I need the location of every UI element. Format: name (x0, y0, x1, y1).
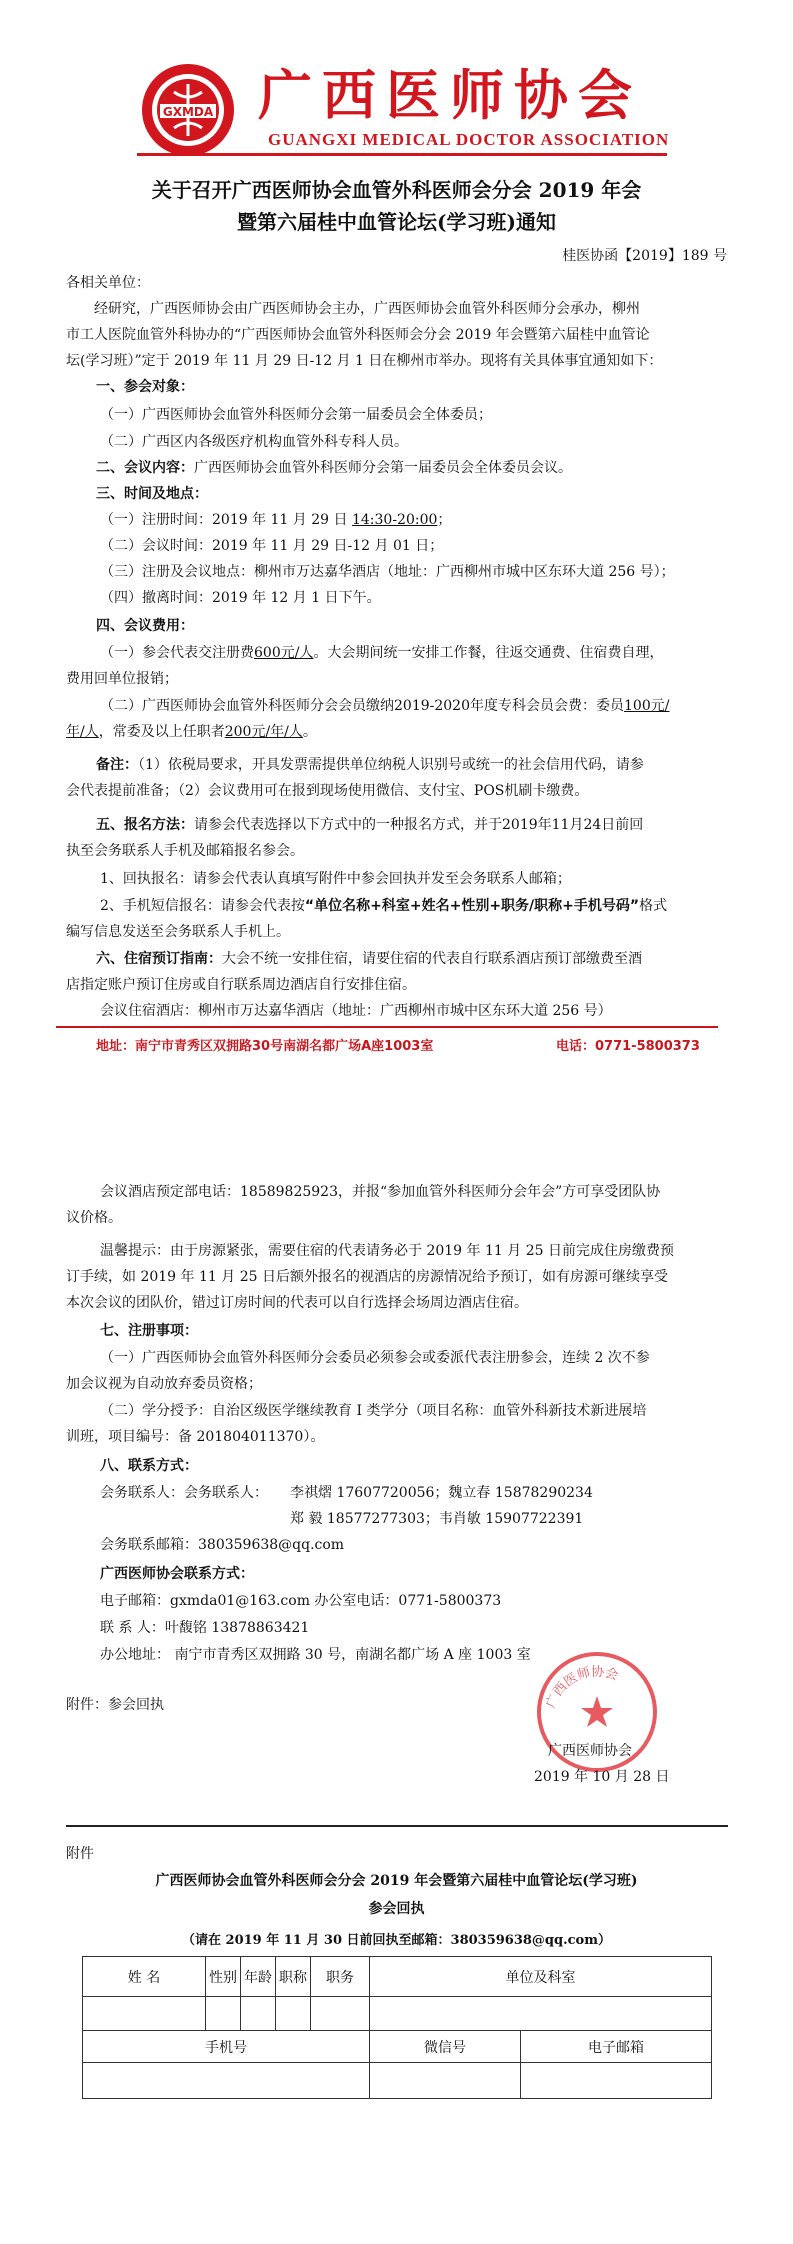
section-text: 广西医师协会血管外科医师分会第一届委员会全体委员会议。 (194, 460, 572, 476)
section-5 (96, 814, 643, 836)
list-item-text: 2、手机短信报名：请参会代表按 (100, 898, 305, 914)
list-item: 加会议视为自动放弃委员资格； (66, 1376, 262, 1392)
table-header: 手机号 (83, 2031, 370, 2063)
intro-line: 经研究，广西医师协会由广西医师协会主办，广西医师协会血管外科医师分会承办，柳州 (94, 301, 640, 317)
footer-address: 地址：南宁市青秀区双拥路30号南湖名都广场A座1003室 (96, 1039, 434, 1054)
attachment-label: 附件：参会回执 (66, 1697, 164, 1713)
table-row (83, 1997, 712, 2031)
list-item: 训班，项目编号：备 201804011370）。 (66, 1429, 325, 1445)
list-item-text: （二）广西医师协会血管外科医师分会会员缴纳2019-2020年度专科会员会费：委员 (100, 698, 624, 714)
salutation: 各相关单位： (66, 275, 150, 291)
section-heading: 四、会议费用： (96, 618, 194, 634)
table-cell[interactable] (370, 1997, 712, 2031)
list-item: （四）撤离时间：2019 年 12 月 1 日下午。 (100, 590, 381, 606)
table-header: 单位及科室 (370, 1957, 712, 1997)
registration-time: 14:30-20:00 (351, 512, 438, 528)
list-item-text: （一）注册时间：2019 年 11 月 29 日 (100, 512, 352, 528)
table-header: 电子邮箱 (521, 2031, 712, 2063)
note-label: 备注： (96, 757, 138, 773)
list-item (100, 695, 669, 717)
note-text: 会代表提前准备；（2）会议费用可在报到现场使用微信、支付宝、POS机刷卡缴费。 (66, 783, 589, 799)
list-item-text: 格式 (639, 898, 668, 914)
association-logo (140, 62, 236, 158)
list-item (66, 721, 317, 743)
contact-person: 郑 毅 18577277303；韦肖敏 15907722391 (290, 1511, 584, 1527)
list-item-text: 费用回单位报销； (66, 671, 178, 687)
section-6 (96, 948, 642, 970)
section-heading: 六、住宿预订指南： (96, 951, 222, 967)
doc-title-line1: 关于召开广西医师协会血管外科医师会分会 2019 年会 (151, 178, 642, 202)
table-header: 职务 (311, 1957, 370, 1997)
assoc-person: 联 系 人：叶馥铭 13878863421 (100, 1620, 310, 1636)
intro-line: 坛(学习班）”定于 2019 年 11 月 29 日-12 月 1 日在柳州市举办。现将有关具体事宜通知如下： (66, 353, 663, 369)
hotel-info: 会议住宿酒店：柳州市万达嘉华酒店（地址：广西柳州市城中区东环大道 256 号） (100, 1003, 612, 1019)
section-heading: 三、时间及地点： (96, 486, 208, 502)
table-row (83, 1957, 712, 1997)
footer-phone: 电话：0771-5800373 (556, 1039, 700, 1054)
list-item: （二）广西区内各级医疗机构血管外科专科人员。 (100, 434, 408, 450)
section-heading: 五、报名方法： (96, 817, 194, 833)
contact-person: 李祺熠 17607720056；魏立春 15878290234 (290, 1485, 593, 1501)
sms-format: “单位名称+科室+姓名+性别+职务/职称+手机号码” (304, 898, 640, 914)
list-item: （二）学分授予：自治区级医学继续教育 I 类学分（项目名称：血管外科新技术新进展培 (100, 1403, 647, 1419)
hotel-phone-line: 议价格。 (66, 1210, 122, 1226)
table-header: 微信号 (370, 2031, 521, 2063)
section-text: 请参会代表选择以下方式中的一种报名方式，并于2019年11月24日前回 (194, 817, 644, 833)
assoc-email: 电子邮箱：gxmda01@163.com 办公室电话：0771-5800373 (100, 1593, 502, 1609)
table-header: 姓 名 (83, 1957, 206, 1997)
fee-amount: 年/人 (66, 724, 99, 740)
annex-subtitle: 参会回执 (368, 1901, 425, 1917)
contact-email: 会务联系邮箱：380359638@qq.com (100, 1537, 345, 1553)
list-item-text: 。 (302, 724, 317, 740)
registration-table (82, 1956, 712, 2099)
table-header: 性别 (206, 1957, 241, 1997)
section-text: 执至会务联系人手机及邮箱报名参会。 (66, 843, 304, 859)
table-row (83, 2031, 712, 2063)
fee-amount: 200元/年/人 (224, 724, 303, 740)
org-name-en: GUANGXI MEDICAL DOCTOR ASSOCIATION (268, 130, 670, 149)
section-heading: 广西医师协会联系方式： (100, 1566, 254, 1582)
table-cell[interactable] (311, 1997, 370, 2031)
assoc-address: 办公地址： 南宁市青秀区双拥路 30 号，南湖名都广场 A 座 1003 室 (100, 1647, 531, 1663)
table-row (83, 2063, 712, 2099)
section-text: 大会不统一安排住宿，请要住宿的代表自行联系酒店预订部缴费至酒 (222, 951, 642, 967)
table-cell[interactable] (206, 1997, 241, 2031)
list-item: （三）注册及会议地点：柳州市万达嘉华酒店（地址：广西柳州市城中区东环大道 256 号）； (100, 564, 675, 580)
list-item (100, 509, 451, 531)
tip-line: 本次会议的团队价，错过订房时间的代表可以自行选择会场周边酒店住宿。 (66, 1295, 528, 1311)
annex-title: 广西医师协会血管外科医师会分会 2019 年会暨第六届桂中血管论坛(学习班) (155, 1873, 638, 1889)
list-item-text: （一）参会代表交注册费 (100, 645, 254, 661)
list-item: 1、回执报名：请参会代表认真填写附件中参会回执并发至会务联系人邮箱； (100, 871, 571, 887)
list-item-text: 编写信息发送至会务联系人手机上。 (66, 924, 290, 940)
list-item: （二）会议时间：2019 年 11 月 29 日-12 月 01 日； (100, 538, 444, 554)
contact-label: 会务联系人：会务联系人： (100, 1485, 268, 1501)
note-text: （1）依税局要求，开具发票需提供单位纳税人识别号或统一的社会信用代码，请参 (138, 757, 644, 773)
signature-org: 广西医师协会 (548, 1743, 632, 1759)
list-item-text: ； (437, 512, 452, 528)
table-cell[interactable] (370, 2063, 521, 2099)
note (96, 754, 644, 776)
hotel-phone-line: 会议酒店预定部电话：18589825923，并报“参加血管外科医师分会年会”方可享受团队协 (100, 1184, 661, 1200)
list-item (100, 895, 667, 917)
table-header: 年龄 (241, 1957, 276, 1997)
table-cell[interactable] (276, 1997, 311, 2031)
logo-text: GXMDA (162, 105, 214, 119)
list-item: （一）广西医师协会血管外科医师分会委员必须参会或委派代表注册参会，连续 2 次不参 (100, 1350, 650, 1366)
section-heading: 二、会议内容： (96, 460, 194, 476)
list-item (100, 642, 663, 664)
footer-rule (56, 1026, 718, 1028)
doc-number: 桂医协函【2019】189 号 (562, 248, 727, 264)
section-heading: 一、参会对象： (96, 379, 194, 395)
table-header: 职称 (276, 1957, 311, 1997)
doc-title-line2: 暨第六届桂中血管论坛(学习班)通知 (237, 210, 556, 234)
seal-text: 广西医师协会 (543, 1664, 620, 1711)
section-2 (96, 457, 572, 479)
section-heading: 八、联系方式： (100, 1458, 198, 1474)
tip-line: 订手续，如 2019 年 11 月 25 日后额外报名的视酒店的房源情况给予预订，如有房源可继续享受 (66, 1269, 668, 1285)
header-rule (137, 153, 667, 156)
list-item-text: ，常委及以上任职者 (98, 724, 225, 740)
list-item-text: 。大会期间统一安排工作餐，往返交通费、住宿费自理， (313, 645, 664, 661)
section-text: 店指定账户预订住房或自行联系周边酒店自行安排住宿。 (66, 977, 416, 993)
intro-line: 市工人医院血管外科协办的“广西医师协会血管外科医师会分会 2019 年会暨第六届桂中血管论 (66, 327, 650, 343)
list-item: （一）广西医师协会血管外科医师分会第一届委员会全体委员； (100, 407, 492, 423)
section-heading: 七、注册事项： (100, 1323, 198, 1339)
annex-deadline: （请在 2019 年 11 月 30 日前回执至邮箱：380359638@qq.com） (182, 1933, 611, 1948)
signature-date: 2019 年 10 月 28 日 (534, 1769, 670, 1785)
table-cell[interactable] (83, 2063, 370, 2099)
page-divider (66, 1825, 728, 1827)
table-cell[interactable] (241, 1997, 276, 2031)
annex-label: 附件 (66, 1846, 94, 1862)
table-cell[interactable] (83, 1997, 206, 2031)
org-name-cn: 广西医师协会 (258, 63, 642, 127)
fee-amount: 100元/ (624, 698, 670, 714)
fee-amount: 600元/人 (254, 645, 314, 661)
tip-line: 温馨提示：由于房源紧张，需要住宿的代表请务必于 2019 年 11 月 25 日前完成住房缴费预 (100, 1243, 674, 1259)
table-cell[interactable] (521, 2063, 712, 2099)
